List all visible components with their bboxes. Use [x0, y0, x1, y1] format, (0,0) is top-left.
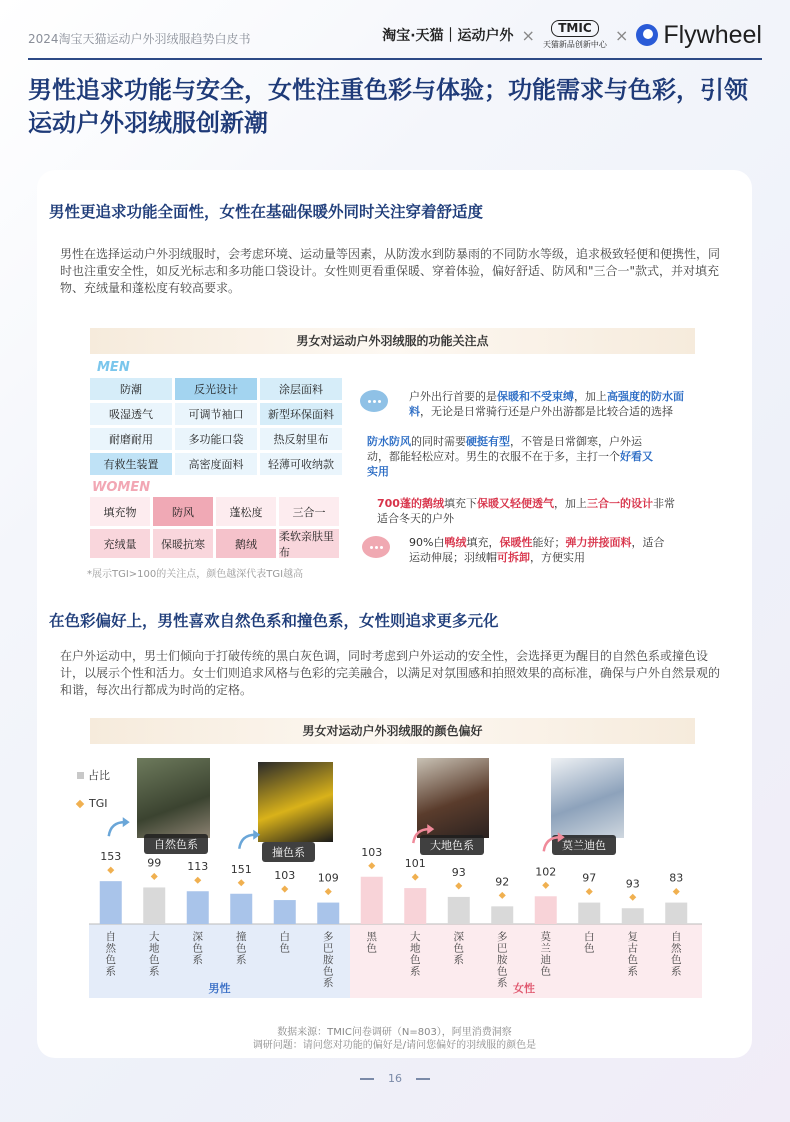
men-function-cell: 多功能口袋: [175, 428, 257, 450]
women-function-cell: 填充物: [90, 497, 150, 526]
legend-tgi-label: TGI: [89, 797, 108, 810]
times-icon: ×: [521, 25, 535, 45]
men-function-cell: 防潮: [90, 378, 172, 400]
pointer-arrowhead-icon: [253, 830, 260, 840]
tgi-marker-9: [499, 892, 506, 899]
category-label: 色: [627, 954, 638, 966]
category-label: 地: [410, 942, 421, 955]
flywheel-wordmark: Flywheel: [663, 20, 762, 49]
men-function-cell: 涂层面料: [260, 378, 342, 400]
quote-segment: 非常适合冬天的户外: [377, 497, 675, 525]
header-divider: [28, 58, 762, 60]
tgi-marker-12: [629, 894, 636, 901]
category-label: 大: [149, 931, 160, 943]
tmic-badge: TMIC: [551, 20, 598, 37]
category-label: 系: [149, 965, 160, 978]
quote-segment: 户外出行首要的是: [409, 390, 497, 403]
color-banner: 男女对运动户外羽绒服的颜色偏好: [90, 718, 695, 744]
category-label: 系: [671, 965, 682, 978]
taobao-tmall-logo: 淘宝·天猫｜运动户外: [382, 28, 514, 44]
section1-title: 男性更追求功能全面性，女性在基础保暖外同时关注穿着舒适度: [49, 203, 484, 221]
tgi-value-label: 93: [625, 877, 640, 891]
category-label: 色: [540, 965, 551, 978]
bar-11: [578, 903, 600, 924]
group-label-men: 男性: [208, 982, 231, 995]
pointer-arrow-icon: [239, 835, 255, 849]
category-label: 兰: [540, 942, 551, 955]
category-label: 古: [627, 942, 638, 955]
tgi-marker-4: [281, 886, 288, 893]
section2-paragraph: 在户外运动中，男士们倾向于打破传统的黑白灰色调，同时考虑到户外运动的安全性，会选择更为醒目的自然色系或撞色设计，以展示个性和活力。女士们则追求风格与色彩的完美融合，以满足对氛围感和拍照效果的高标准，确保与户外自然景观的和谐，每次出行都成为时尚的定格。: [60, 649, 721, 697]
quote-segment: 鸭绒: [444, 536, 467, 549]
category-label: 色: [453, 942, 464, 955]
category-label: 然: [105, 942, 116, 955]
women-tag: WOMEN: [92, 480, 151, 495]
bar-6: [361, 877, 383, 924]
category-label: 系: [192, 954, 203, 966]
bar-10: [535, 896, 557, 924]
category-label: 深: [192, 931, 203, 943]
tmic-logo: [543, 20, 607, 50]
bar-7: [404, 888, 426, 924]
category-label: 自: [105, 931, 116, 943]
pointer-arrow-icon: [544, 837, 560, 851]
women-function-cell: 鹅绒: [216, 529, 276, 558]
source-line-1: 数据来源：TMIC问卷调研（N=803），阿里消费洞察: [277, 1027, 512, 1038]
quote-segment: 保暖和不受束缚: [497, 390, 574, 403]
tgi-value-label: 103: [274, 869, 296, 883]
tgi-value-label: 109: [317, 871, 339, 885]
flywheel-mark-icon: [636, 24, 658, 46]
tgi-value-label: 153: [100, 850, 122, 864]
pointer-arrow-icon: [413, 829, 429, 843]
category-label: 系: [453, 954, 464, 966]
tgi-marker-6: [368, 862, 375, 869]
men-function-cell: 耐磨耐用: [90, 428, 172, 450]
partner-logos: [382, 14, 762, 56]
women-function-cell: 柔软亲肤里布: [279, 529, 339, 558]
tgi-marker-0: [107, 867, 114, 874]
quote-segment: 好看又实用: [367, 450, 653, 478]
tgi-marker-1: [151, 873, 158, 880]
quote-segment: ，方便实用: [530, 551, 585, 564]
category-label: 色: [584, 942, 595, 955]
men-function-cell: 新型环保面料: [260, 403, 342, 425]
men-function-cell: 高密度面料: [175, 453, 257, 475]
section2-title: 在色彩偏好上，男性喜欢自然色系和撞色系，女性则追求更多元化: [49, 612, 499, 630]
quote-segment: 700蓬的鹅绒: [377, 497, 444, 510]
tgi-value-label: 93: [451, 865, 466, 879]
women-function-cell: 防风: [153, 497, 213, 526]
bar-4: [274, 900, 296, 924]
bar-1: [143, 887, 165, 924]
category-label: 巴: [497, 942, 508, 955]
men-function-cell: 吸湿透气: [90, 403, 172, 425]
category-label: 色: [192, 942, 203, 955]
category-label: 多: [323, 931, 334, 943]
page-number: 16: [0, 1072, 790, 1085]
bar-13: [665, 903, 687, 924]
quote-segment: ，加上: [574, 390, 607, 403]
category-label: 色: [366, 942, 377, 955]
content-card: [37, 170, 752, 1058]
category-label: 色: [149, 954, 160, 966]
quote-segment: 高强度的防水面料: [409, 390, 684, 418]
category-label: 色: [323, 965, 334, 978]
group-label-women: 女性: [513, 982, 535, 995]
category-label: 深: [453, 931, 464, 943]
quote-segment: ，适合运动伸展；羽绒帽: [409, 536, 665, 564]
photo-label-earth: 大地色系: [420, 835, 484, 855]
category-label: 色: [671, 954, 682, 966]
tgi-value-label: 92: [495, 875, 510, 889]
quote-segment: ，无论是日常骑行还是户外出游都是比较合适的选择: [420, 405, 673, 418]
quote-segment: 的同时需要: [411, 435, 466, 448]
quote-segment: 可拆卸: [497, 551, 530, 564]
pointer-arrowhead-icon: [123, 817, 130, 827]
category-label: 白: [279, 931, 290, 943]
quote-segment: 保暖又轻便透气: [476, 497, 554, 510]
category-label: 迪: [540, 954, 551, 966]
category-label: 白: [584, 931, 595, 943]
women-function-cell: 保暖抗寒: [153, 529, 213, 558]
quote-segment: 硬挺有型: [466, 435, 510, 448]
color-preference-chart: [37, 170, 752, 1058]
category-label: 复: [627, 931, 638, 943]
photo-label-natural: 自然色系: [144, 834, 208, 854]
quote-segment: 三合一的设计: [586, 497, 653, 510]
category-label: 系: [410, 965, 421, 978]
tgi-marker-11: [586, 888, 593, 895]
category-label: 系: [236, 954, 247, 966]
legend-share-label: 占比: [88, 769, 110, 782]
women-function-cell: 充绒量: [90, 529, 150, 558]
flywheel-logo: [636, 21, 762, 50]
tgi-value-label: 101: [404, 857, 426, 871]
tgi-value-label: 102: [535, 865, 557, 879]
tgi-value-label: 99: [147, 856, 162, 870]
quote-segment: 弹力拼接面料: [565, 536, 632, 549]
category-label: 地: [149, 942, 160, 955]
tgi-marker-8: [455, 882, 462, 889]
tgi-footnote: *展示TGI>100的关注点，颜色越深代表TGI越高: [87, 569, 304, 580]
men-function-cell: 反光设计: [175, 378, 257, 400]
page-title: 男性追求功能与安全，女性注重色彩与体验；功能需求与色彩，引领运动户外羽绒服创新潮: [28, 76, 748, 137]
category-label: 自: [671, 931, 682, 943]
tgi-value-label: 113: [187, 860, 209, 874]
category-label: 胺: [497, 954, 508, 966]
category-label: 色: [410, 954, 421, 966]
category-label: 色: [105, 954, 116, 966]
men-function-cell: 热反射里布: [260, 428, 342, 450]
category-label: 然: [671, 942, 682, 955]
category-label: 色: [497, 965, 508, 978]
tgi-value-label: 97: [582, 871, 597, 885]
category-label: 撞: [236, 931, 247, 943]
function-banner: 男女对运动户外羽绒服的功能关注点: [90, 328, 695, 354]
tgi-marker-13: [673, 888, 680, 895]
tgi-marker-10: [542, 882, 549, 889]
category-label: 色: [236, 942, 247, 955]
bar-9: [491, 906, 513, 924]
tgi-marker-5: [325, 888, 332, 895]
section1-paragraph: 男性在选择运动户外羽绒服时，会考虑环境、运动量等因素，从防泼水到防暴雨的不同防水等级，追求极致轻便和便携性，同时也注重安全性，如反光标志和多功能口袋设计。女性则更看重保暖、穿着体验，偏好舒适、防风和"三合一"款式，并对填充物、充绒量和蓬松度有较高要求。: [60, 247, 721, 295]
tgi-marker-7: [412, 874, 419, 881]
header-doc-title: 2024淘宝天猫运动户外羽绒服趋势白皮书: [28, 32, 251, 46]
quote-segment: 填充下: [443, 497, 477, 510]
tmic-subtitle: 天猫新品创新中心: [542, 40, 607, 49]
category-label: 系: [323, 977, 334, 989]
photo-label-morandi: 莫兰迪色: [552, 835, 616, 855]
quote-segment: ，加上: [553, 497, 587, 510]
category-label: 大: [410, 931, 421, 943]
category-label: 胺: [323, 954, 334, 966]
category-label: 黑: [366, 931, 377, 943]
bar-0: [100, 881, 122, 924]
photo-label-contrast: 撞色系: [262, 842, 315, 862]
tgi-value-label: 103: [361, 845, 383, 859]
bar-8: [448, 897, 470, 924]
category-label: 多: [497, 931, 508, 943]
bar-3: [230, 894, 252, 924]
quote-segment: 保暖性: [499, 536, 533, 549]
times-icon: ×: [614, 25, 629, 45]
pointer-arrowhead-icon: [558, 832, 565, 842]
tgi-value-label: 151: [230, 862, 252, 876]
bar-2: [187, 891, 209, 924]
quote-segment: 90%白: [409, 536, 445, 549]
quote-segment: 填充，: [466, 536, 500, 549]
pointer-arrow-icon: [109, 822, 125, 836]
women-function-cell: 三合一: [279, 497, 339, 526]
quote-segment: 能好；: [532, 536, 566, 549]
men-function-cell: 有救生装置: [90, 453, 172, 475]
bar-5: [317, 903, 339, 924]
category-label: 莫: [540, 931, 551, 943]
category-label: 系: [497, 977, 508, 989]
bar-12: [622, 908, 644, 924]
tgi-value-label: 83: [669, 871, 684, 885]
tgi-marker-3: [238, 879, 245, 886]
tgi-marker-2: [194, 877, 201, 884]
source-line-2: 调研问题：请问您对功能的偏好是/请问您偏好的羽绒服的颜色是: [252, 1040, 537, 1051]
pointer-arrowhead-icon: [427, 824, 434, 834]
quote-segment: 防水防风: [367, 435, 411, 448]
category-label: 色: [279, 942, 290, 955]
category-label: 系: [105, 965, 116, 978]
quote-segment: ，不管是日常御寒，户外运动，都能轻松应对。男生的衣服不在于多，主打一个: [367, 435, 642, 463]
category-label: 巴: [323, 942, 334, 955]
men-function-cell: 轻薄可收纳款: [260, 453, 342, 475]
men-tag: MEN: [97, 360, 130, 375]
women-function-cell: 蓬松度: [216, 497, 276, 526]
category-label: 系: [627, 965, 638, 978]
men-function-cell: 可调节袖口: [175, 403, 257, 425]
